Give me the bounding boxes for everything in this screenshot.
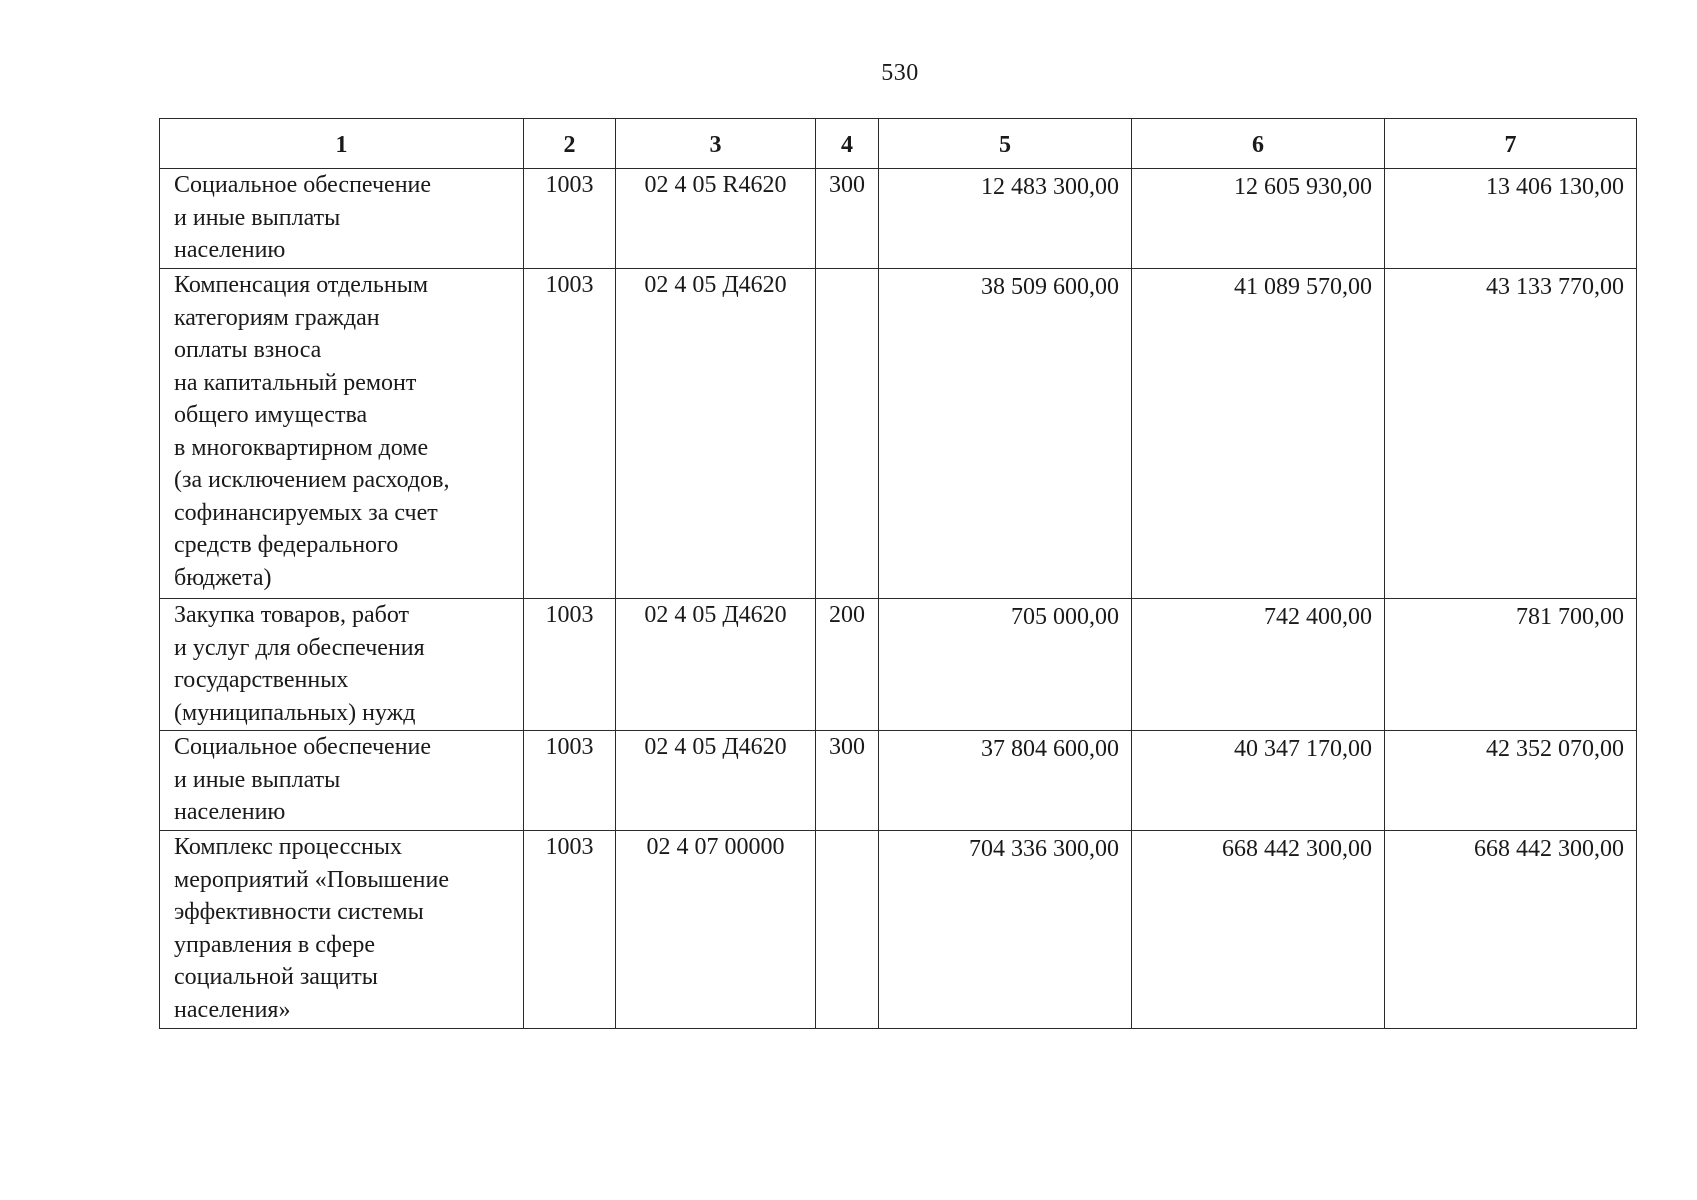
row-expense-type: 200 xyxy=(816,599,879,731)
table-row xyxy=(160,731,1637,831)
row-target-article: 02 4 05 Д4620 xyxy=(616,731,816,831)
page-number: 530 xyxy=(881,60,919,86)
row-amount-2: 40 347 170,00 xyxy=(1132,731,1385,831)
column-header-3: 3 xyxy=(616,119,816,169)
row-amount-2: 41 089 570,00 xyxy=(1132,269,1385,599)
row-amount-1: 705 000,00 xyxy=(879,599,1132,731)
column-header-1: 1 xyxy=(160,119,524,169)
row-target-article: 02 4 05 Д4620 xyxy=(616,599,816,731)
table-row xyxy=(160,169,1637,269)
row-section-code: 1003 xyxy=(524,599,616,731)
row-expense-type xyxy=(816,269,879,599)
column-header-5: 5 xyxy=(879,119,1132,169)
column-header-4: 4 xyxy=(816,119,879,169)
table-row xyxy=(160,599,1637,731)
row-amount-3: 781 700,00 xyxy=(1385,599,1637,731)
row-section-code: 1003 xyxy=(524,269,616,599)
row-amount-1: 704 336 300,00 xyxy=(879,831,1132,1029)
table-row xyxy=(160,831,1637,1029)
row-amount-1: 38 509 600,00 xyxy=(879,269,1132,599)
row-name: Комплекс процессных мероприятий «Повышение эффективности системы управления в сфере социальной защиты населения» xyxy=(160,831,524,1029)
row-section-code: 1003 xyxy=(524,169,616,269)
row-target-article: 02 4 05 R4620 xyxy=(616,169,816,269)
row-name: Компенсация отдельным категориям граждан оплаты взноса на капитальный ремонт общего имущества в многоквартирном доме (за исключением расходов, софинансируемых за счет средств федерального бюджета) xyxy=(160,269,524,599)
row-amount-3: 13 406 130,00 xyxy=(1385,169,1637,269)
row-target-article: 02 4 05 Д4620 xyxy=(616,269,816,599)
row-amount-3: 42 352 070,00 xyxy=(1385,731,1637,831)
row-expense-type xyxy=(816,831,879,1029)
column-header-7: 7 xyxy=(1385,119,1637,169)
row-name: Закупка товаров, работ и услуг для обеспечения государственных (муниципальных) нужд xyxy=(160,599,524,731)
row-target-article: 02 4 07 00000 xyxy=(616,831,816,1029)
row-section-code: 1003 xyxy=(524,731,616,831)
row-section-code: 1003 xyxy=(524,831,616,1029)
row-amount-3: 43 133 770,00 xyxy=(1385,269,1637,599)
table-header-row xyxy=(160,119,1637,169)
row-amount-1: 37 804 600,00 xyxy=(879,731,1132,831)
column-header-6: 6 xyxy=(1132,119,1385,169)
row-expense-type: 300 xyxy=(816,169,879,269)
row-amount-2: 12 605 930,00 xyxy=(1132,169,1385,269)
column-header-2: 2 xyxy=(524,119,616,169)
row-amount-2: 668 442 300,00 xyxy=(1132,831,1385,1029)
budget-table xyxy=(159,118,1637,1029)
row-expense-type: 300 xyxy=(816,731,879,831)
row-name: Социальное обеспечение и иные выплаты населению xyxy=(160,731,524,831)
row-amount-2: 742 400,00 xyxy=(1132,599,1385,731)
row-name: Социальное обеспечение и иные выплаты населению xyxy=(160,169,524,269)
row-amount-1: 12 483 300,00 xyxy=(879,169,1132,269)
row-amount-3: 668 442 300,00 xyxy=(1385,831,1637,1029)
table-row xyxy=(160,269,1637,599)
